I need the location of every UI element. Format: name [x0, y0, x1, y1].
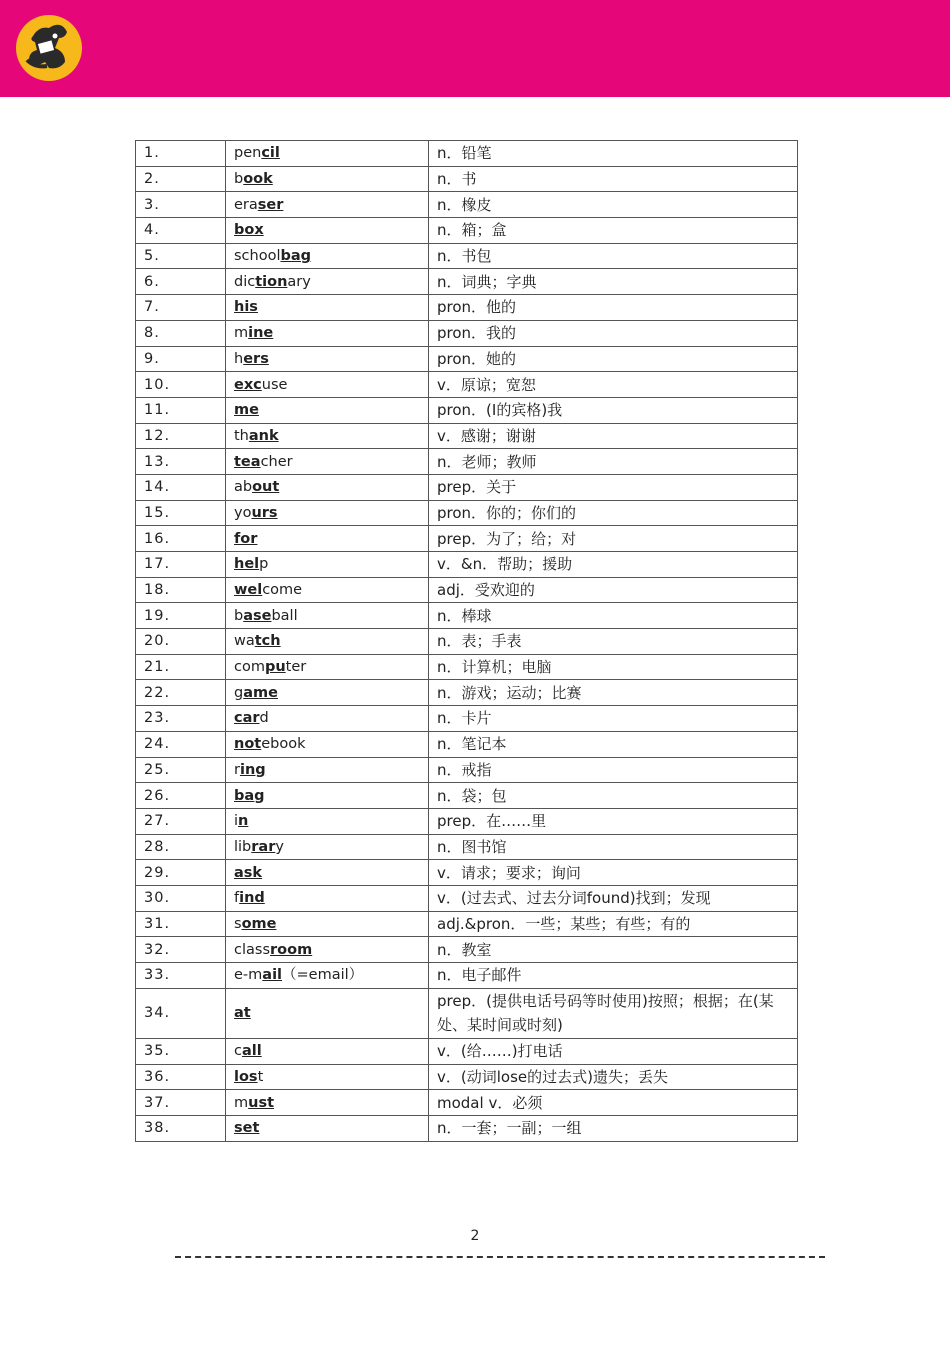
word-part: s — [234, 915, 242, 932]
chinese-definition: pron．她的 — [429, 346, 798, 372]
word-highlight: ame — [243, 684, 278, 701]
table-row — [136, 654, 798, 680]
row-number: 21. — [136, 654, 226, 680]
word-part: school — [234, 248, 281, 265]
chinese-definition: v．感谢；谢谢 — [429, 423, 798, 449]
chinese-definition: prep．为了；给；对 — [429, 526, 798, 552]
chinese-definition: n．棒球 — [429, 603, 798, 629]
word-highlight: ank — [248, 427, 279, 444]
word-part: e-m — [234, 967, 263, 984]
word-highlight: exc — [234, 376, 262, 393]
word-part: use — [261, 376, 288, 393]
english-word — [226, 706, 429, 732]
english-word — [226, 860, 429, 886]
table-row — [136, 372, 798, 398]
english-word — [226, 1039, 429, 1065]
english-word — [226, 757, 429, 783]
table-row — [136, 860, 798, 886]
chinese-definition: v．(过去式、过去分词found)找到；发现 — [429, 885, 798, 911]
header-bar — [0, 0, 950, 97]
word-part: t — [257, 1069, 264, 1086]
word-part: c — [234, 1043, 242, 1060]
chinese-definition: n．计算机；电脑 — [429, 654, 798, 680]
row-number: 8. — [136, 320, 226, 346]
word-part: （=email） — [282, 967, 364, 984]
word-part: lib — [234, 838, 252, 855]
chinese-definition: n．书 — [429, 166, 798, 192]
table-row — [136, 834, 798, 860]
row-number: 9. — [136, 346, 226, 372]
word-highlight: ail — [262, 967, 283, 984]
table-row — [136, 937, 798, 963]
word-highlight: me — [234, 402, 259, 419]
word-part: p — [259, 556, 269, 573]
word-highlight: room — [270, 941, 313, 958]
vocabulary-table — [135, 140, 798, 1142]
english-word — [226, 141, 429, 167]
chinese-definition: prep．关于 — [429, 474, 798, 500]
word-highlight: pu — [264, 659, 286, 676]
english-word — [226, 937, 429, 963]
row-number: 38. — [136, 1116, 226, 1142]
word-part: ary — [287, 273, 311, 290]
chinese-definition: v．原谅；宽恕 — [429, 372, 798, 398]
english-word — [226, 603, 429, 629]
word-highlight: rar — [251, 838, 276, 855]
row-number: 29. — [136, 860, 226, 886]
table-row — [136, 423, 798, 449]
english-word — [226, 526, 429, 552]
chinese-definition: n．箱；盒 — [429, 218, 798, 244]
chinese-definition: n．铅笔 — [429, 141, 798, 167]
table-row — [136, 449, 798, 475]
word-part: g — [234, 684, 244, 701]
word-highlight: all — [241, 1043, 262, 1060]
word-part: ter — [285, 659, 307, 676]
word-highlight: out — [252, 479, 280, 496]
row-number: 16. — [136, 526, 226, 552]
english-word — [226, 988, 429, 1038]
table-row — [136, 963, 798, 989]
row-number: 22. — [136, 680, 226, 706]
chinese-definition: n．书包 — [429, 243, 798, 269]
row-number: 33. — [136, 963, 226, 989]
row-number: 4. — [136, 218, 226, 244]
row-number: 3. — [136, 192, 226, 218]
english-word — [226, 911, 429, 937]
english-word — [226, 166, 429, 192]
table-row — [136, 1064, 798, 1090]
english-word — [226, 963, 429, 989]
word-part: ball — [271, 607, 298, 624]
row-number: 11. — [136, 397, 226, 423]
word-part: class — [234, 941, 270, 958]
word-part: y — [275, 838, 284, 855]
table-row — [136, 552, 798, 578]
english-word — [226, 552, 429, 578]
table-row — [136, 629, 798, 655]
chinese-definition: n．袋；包 — [429, 783, 798, 809]
word-part: m — [234, 1094, 249, 1111]
word-highlight: bag — [234, 787, 265, 804]
word-highlight: ind — [239, 890, 265, 907]
word-highlight: tion — [255, 273, 288, 290]
english-word — [226, 680, 429, 706]
english-word — [226, 449, 429, 475]
word-part: h — [234, 350, 244, 367]
row-number: 34. — [136, 988, 226, 1038]
word-highlight: his — [234, 299, 258, 316]
row-number: 26. — [136, 783, 226, 809]
word-highlight: ing — [239, 761, 266, 778]
english-word — [226, 243, 429, 269]
word-highlight: ser — [257, 196, 284, 213]
word-highlight: at — [234, 1005, 251, 1022]
chinese-definition: n．老师；教师 — [429, 449, 798, 475]
row-number: 28. — [136, 834, 226, 860]
table-row — [136, 526, 798, 552]
chinese-definition: v．请求；要求；询问 — [429, 860, 798, 886]
row-number: 13. — [136, 449, 226, 475]
table-row — [136, 911, 798, 937]
chinese-definition: prep．在……里 — [429, 808, 798, 834]
word-part: dic — [234, 273, 256, 290]
word-part: m — [234, 325, 249, 342]
word-highlight: wel — [234, 582, 263, 599]
chinese-definition: v．(给……)打电话 — [429, 1039, 798, 1065]
table-row — [136, 757, 798, 783]
row-number: 18. — [136, 577, 226, 603]
row-number: 12. — [136, 423, 226, 449]
row-number: 5. — [136, 243, 226, 269]
word-part: ab — [234, 479, 253, 496]
chinese-definition: v．(动词lose的过去式)遗失；丢失 — [429, 1064, 798, 1090]
chinese-definition: pron．你的；你们的 — [429, 500, 798, 526]
english-word — [226, 808, 429, 834]
table-row — [136, 243, 798, 269]
word-highlight: ers — [243, 350, 269, 367]
word-part: come — [262, 582, 303, 599]
table-row — [136, 680, 798, 706]
chinese-definition: v．&n．帮助；援助 — [429, 552, 798, 578]
english-word — [226, 783, 429, 809]
word-highlight: urs — [251, 504, 278, 521]
word-part: cher — [260, 453, 293, 470]
chinese-definition: prep．(提供电话号码等时使用)按照；根据；在(某处、某时间或时刻) — [429, 988, 798, 1038]
word-highlight: los — [234, 1069, 258, 1086]
table-row — [136, 603, 798, 629]
word-highlight: car — [234, 710, 260, 727]
word-part: yo — [234, 504, 252, 521]
word-highlight: n — [238, 813, 249, 830]
table-row — [136, 1090, 798, 1116]
table-row — [136, 1116, 798, 1142]
table-row — [136, 783, 798, 809]
chinese-definition: n．词典；字典 — [429, 269, 798, 295]
word-highlight: set — [234, 1120, 260, 1137]
row-number: 35. — [136, 1039, 226, 1065]
table-row — [136, 192, 798, 218]
table-row — [136, 500, 798, 526]
table-row — [136, 295, 798, 321]
chinese-definition: n．教室 — [429, 937, 798, 963]
page-number: 2 — [470, 1228, 480, 1244]
english-word — [226, 397, 429, 423]
table-row — [136, 269, 798, 295]
footer-dashed-divider — [175, 1256, 825, 1258]
row-number: 24. — [136, 731, 226, 757]
row-number: 7. — [136, 295, 226, 321]
row-number: 15. — [136, 500, 226, 526]
word-part: wa — [234, 633, 255, 650]
word-part: r — [234, 761, 240, 778]
english-word — [226, 654, 429, 680]
chinese-definition: adj．受欢迎的 — [429, 577, 798, 603]
english-word — [226, 1090, 429, 1116]
row-number: 2. — [136, 166, 226, 192]
word-part: pen — [234, 145, 262, 162]
english-word — [226, 500, 429, 526]
english-word — [226, 577, 429, 603]
english-word — [226, 320, 429, 346]
word-part: d — [259, 710, 269, 727]
row-number: 27. — [136, 808, 226, 834]
table-row — [136, 218, 798, 244]
chinese-definition: n．一套；一副；一组 — [429, 1116, 798, 1142]
table-row — [136, 885, 798, 911]
word-part: th — [234, 427, 249, 444]
word-part: b — [234, 607, 244, 624]
row-number: 20. — [136, 629, 226, 655]
table-row — [136, 731, 798, 757]
row-number: 10. — [136, 372, 226, 398]
word-highlight: cil — [261, 145, 280, 162]
word-part: era — [234, 196, 258, 213]
word-highlight: for — [234, 530, 258, 547]
row-number: 25. — [136, 757, 226, 783]
english-word — [226, 218, 429, 244]
word-part: i — [234, 813, 239, 830]
chinese-definition: n．表；手表 — [429, 629, 798, 655]
table-row — [136, 706, 798, 732]
english-word — [226, 1116, 429, 1142]
table-row — [136, 141, 798, 167]
word-part: f — [234, 890, 240, 907]
word-highlight: ine — [248, 325, 274, 342]
chinese-definition: n．笔记本 — [429, 731, 798, 757]
english-word — [226, 834, 429, 860]
table-row — [136, 474, 798, 500]
word-part: b — [234, 171, 244, 188]
english-word — [226, 269, 429, 295]
word-highlight: ase — [243, 607, 272, 624]
row-number: 19. — [136, 603, 226, 629]
chinese-definition: pron．我的 — [429, 320, 798, 346]
table-row — [136, 988, 798, 1038]
english-word — [226, 346, 429, 372]
row-number: 17. — [136, 552, 226, 578]
english-word — [226, 629, 429, 655]
chinese-definition: pron．他的 — [429, 295, 798, 321]
word-highlight: ust — [248, 1094, 275, 1111]
word-part: ebook — [261, 736, 306, 753]
word-part: com — [234, 659, 265, 676]
cartoon-character-logo-icon — [15, 14, 83, 82]
word-highlight: tch — [254, 633, 281, 650]
word-highlight: ook — [243, 171, 273, 188]
english-word — [226, 474, 429, 500]
row-number: 30. — [136, 885, 226, 911]
table-row — [136, 1039, 798, 1065]
row-number: 1. — [136, 141, 226, 167]
row-number: 6. — [136, 269, 226, 295]
row-number: 36. — [136, 1064, 226, 1090]
word-highlight: tea — [234, 453, 261, 470]
row-number: 23. — [136, 706, 226, 732]
word-highlight: not — [234, 736, 262, 753]
chinese-definition: n．戒指 — [429, 757, 798, 783]
row-number: 32. — [136, 937, 226, 963]
table-row — [136, 346, 798, 372]
word-highlight: ask — [234, 864, 263, 881]
table-row — [136, 320, 798, 346]
english-word — [226, 295, 429, 321]
table-row — [136, 397, 798, 423]
english-word — [226, 192, 429, 218]
word-highlight: ome — [241, 915, 277, 932]
english-word — [226, 1064, 429, 1090]
chinese-definition: pron．(I的宾格)我 — [429, 397, 798, 423]
chinese-definition: adj.&pron．一些；某些；有些；有的 — [429, 911, 798, 937]
chinese-definition: n．游戏；运动；比赛 — [429, 680, 798, 706]
word-highlight: hel — [234, 556, 260, 573]
chinese-definition: n．图书馆 — [429, 834, 798, 860]
english-word — [226, 372, 429, 398]
table-row — [136, 577, 798, 603]
chinese-definition: n．卡片 — [429, 706, 798, 732]
word-highlight: bag — [280, 248, 312, 265]
english-word — [226, 885, 429, 911]
row-number: 37. — [136, 1090, 226, 1116]
word-highlight: box — [234, 222, 264, 239]
english-word — [226, 731, 429, 757]
chinese-definition: n．橡皮 — [429, 192, 798, 218]
row-number: 31. — [136, 911, 226, 937]
table-row — [136, 808, 798, 834]
table-row — [136, 166, 798, 192]
english-word — [226, 423, 429, 449]
chinese-definition: n．电子邮件 — [429, 963, 798, 989]
chinese-definition: modal v．必须 — [429, 1090, 798, 1116]
row-number: 14. — [136, 474, 226, 500]
